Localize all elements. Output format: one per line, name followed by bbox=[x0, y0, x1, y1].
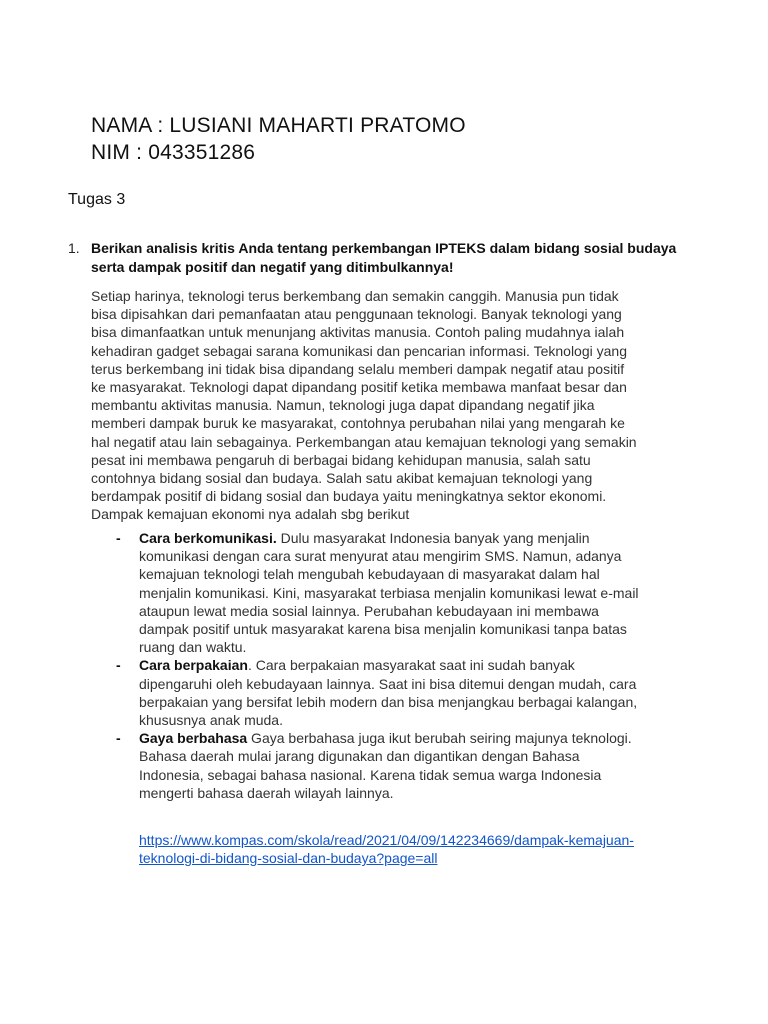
list-item-term: Cara berpakaian bbox=[139, 657, 248, 674]
list-item bbox=[116, 656, 686, 729]
list-item bbox=[116, 529, 686, 656]
student-nim: NIM : 043351286 bbox=[91, 141, 256, 164]
list-item-term: Gaya berbahasa bbox=[139, 730, 248, 747]
list-item-text: Dulu masyarakat Indonesia banyak yang menjalin komunikasi dengan cara surat menyurat atau mengirim SMS. Namun, adanya kemajuan teknologi telah mengubah kebudayaan di masyarakat dalam hal menjalin komunikasi. Kini, masyarakat terbiasa menjalin komunikasi lewat e-mail ataupun lewat media sosial lainnya. Perubahan kebudayaan ini membawa dampak positif untuk masyarakat karena bisa menjalin komunikasi tanpa batas ruang dan waktu. bbox=[139, 530, 639, 656]
list-marker: - bbox=[116, 530, 121, 546]
assignment-title: Tugas 3 bbox=[68, 191, 126, 208]
question-text: Berikan analisis kritis Anda tentang perkembangan IPTEKS dalam bidang sosial budaya serta dampak positif dan negatif yang ditimbulkannya! bbox=[91, 240, 677, 275]
student-name: NAMA : LUSIANI MAHARTI PRATOMO bbox=[91, 114, 466, 137]
list-item-text: Gaya berbahasa juga ikut berubah seiring majunya teknologi. Bahasa daerah mulai jarang digunakan dan digantikan dengan Bahasa Indonesia, sebagai bahasa nasional. Karena tidak semua warga Indonesia mengerti bahasa daerah wilayah lainnya. bbox=[139, 730, 632, 801]
list-item-term: Cara berkomunikasi. bbox=[139, 530, 277, 546]
list-marker: - bbox=[116, 657, 121, 674]
answer-paragraph: Setiap harinya, teknologi terus berkembang dan semakin canggih. Manusia pun tidak bisa dipisahkan dari pemanfaatan atau penggunaan teknologi. Banyak teknologi yang bisa dimanfaatkan untuk menunjang aktivitas manusia. Contoh paling mudahnya ialah kehadiran gadget sebagai sarana komunikasi dan pencarian informasi. Teknologi yang terus berkembang ini tidak bisa dipandang selalu memberi dampak negatif atau positif ke masyarakat. Teknologi dapat dipandang positif ketika membawa manfaat besar dan membantu aktivitas manusia. Namun, teknologi juga dapat dipandang negatif jika memberi dampak buruk ke masyarakat, contohnya perubahan nilai yang mengarah ke hal negatif atau lain sebagainya. Perkembangan atau kemajuan teknologi yang semakin pesat ini membawa pengaruh di berbagai bidang kehidupan manusia, salah satu contohnya bidang sosial dan budaya. Salah satu akibat kemajuan teknologi yang berdampak positif di bidang sosial dan budaya yaitu meningkatnya sektor ekonomi. Dampak kemajuan ekonomi nya adalah sbg berikut bbox=[91, 288, 637, 523]
question-item bbox=[68, 239, 688, 277]
reference-link[interactable]: https://www.kompas.com/skola/read/2021/04/09/142234669/dampak-kemajuan- teknologi-di-bidang-sosial-dan-budaya?page=all bbox=[139, 832, 634, 867]
list-item bbox=[116, 729, 686, 802]
student-header bbox=[91, 112, 466, 166]
list-marker: - bbox=[116, 730, 121, 747]
question-number: 1. bbox=[68, 240, 80, 256]
impact-list bbox=[116, 529, 686, 802]
list-item-text: . Cara berpakaian masyarakat saat ini sudah banyak dipengaruhi oleh kebudayaan lainnya. Saat ini bisa ditemui dengan mudah, cara berpakaian yang bersifat lebih modern dan bisa menjangkau berbagai kalangan, khususnya anak muda. bbox=[139, 657, 638, 729]
